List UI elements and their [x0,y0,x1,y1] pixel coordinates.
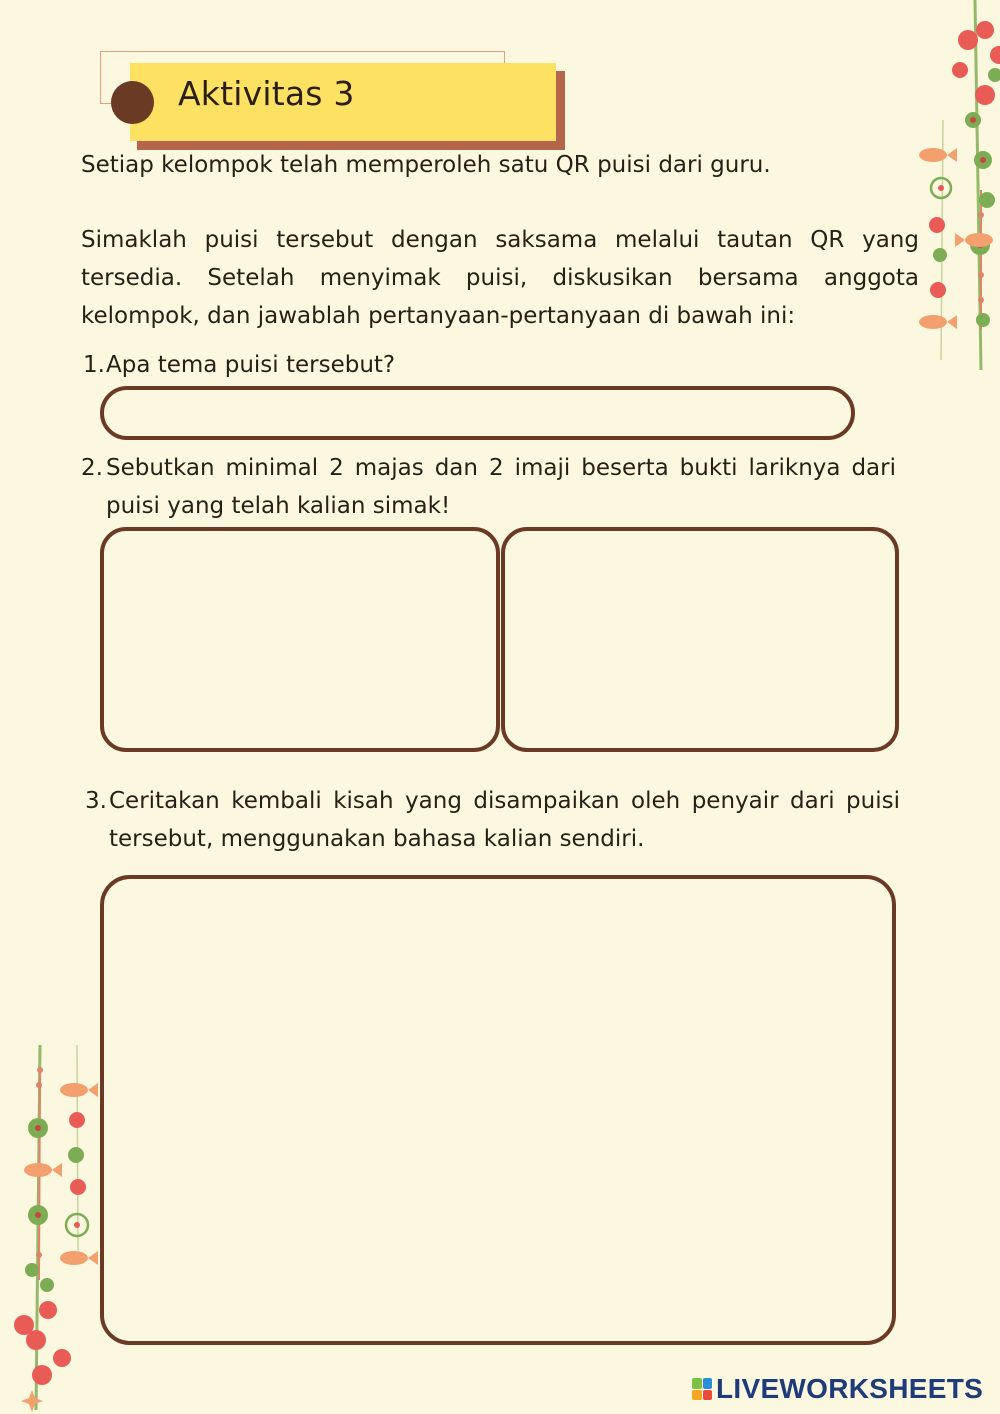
floral-vine-top-right-icon [915,0,1000,375]
question-3 [85,782,900,858]
instructions-text: Simaklah puisi tersebut dengan saksama melalui tautan QR yang tersedia. Setelah menyimak puisi, diskusikan bersama anggota kelompok, dan jawablah pertanyaan-pertanyaan di bawah ini: [81,227,919,329]
question-number: 3. [85,788,107,814]
intro-text: Setiap kelompok telah memperoleh satu QR puisi dari guru. [81,152,771,178]
title-bullet-dot [111,81,154,124]
answer-field-2-right[interactable] [501,527,899,752]
question-text: Ceritakan kembali kisah yang disampaikan oleh penyair dari puisi tersebut, menggunakan bahasa kalian sendiri. [109,788,900,852]
liveworksheets-logo[interactable] [692,1373,983,1405]
question-number: 2. [81,455,103,481]
question-text: Sebutkan minimal 2 majas dan 2 imaji beserta bukti lariknya dari puisi yang telah kalian simak! [106,455,896,519]
floral-vine-bottom-left-icon [12,1040,102,1414]
answer-field-3[interactable] [100,875,896,1345]
answer-field-1[interactable] [100,386,855,440]
brand-name: LIVEWORKSHEETS [716,1373,984,1404]
logo-badge-icon [692,1378,712,1400]
question-1 [83,346,903,384]
question-2 [81,449,896,525]
question-number: 1. [83,352,105,378]
page-title: Aktivitas 3 [178,74,355,113]
answer-field-2-left[interactable] [100,527,500,752]
question-text: Apa tema puisi tersebut? [106,352,396,378]
